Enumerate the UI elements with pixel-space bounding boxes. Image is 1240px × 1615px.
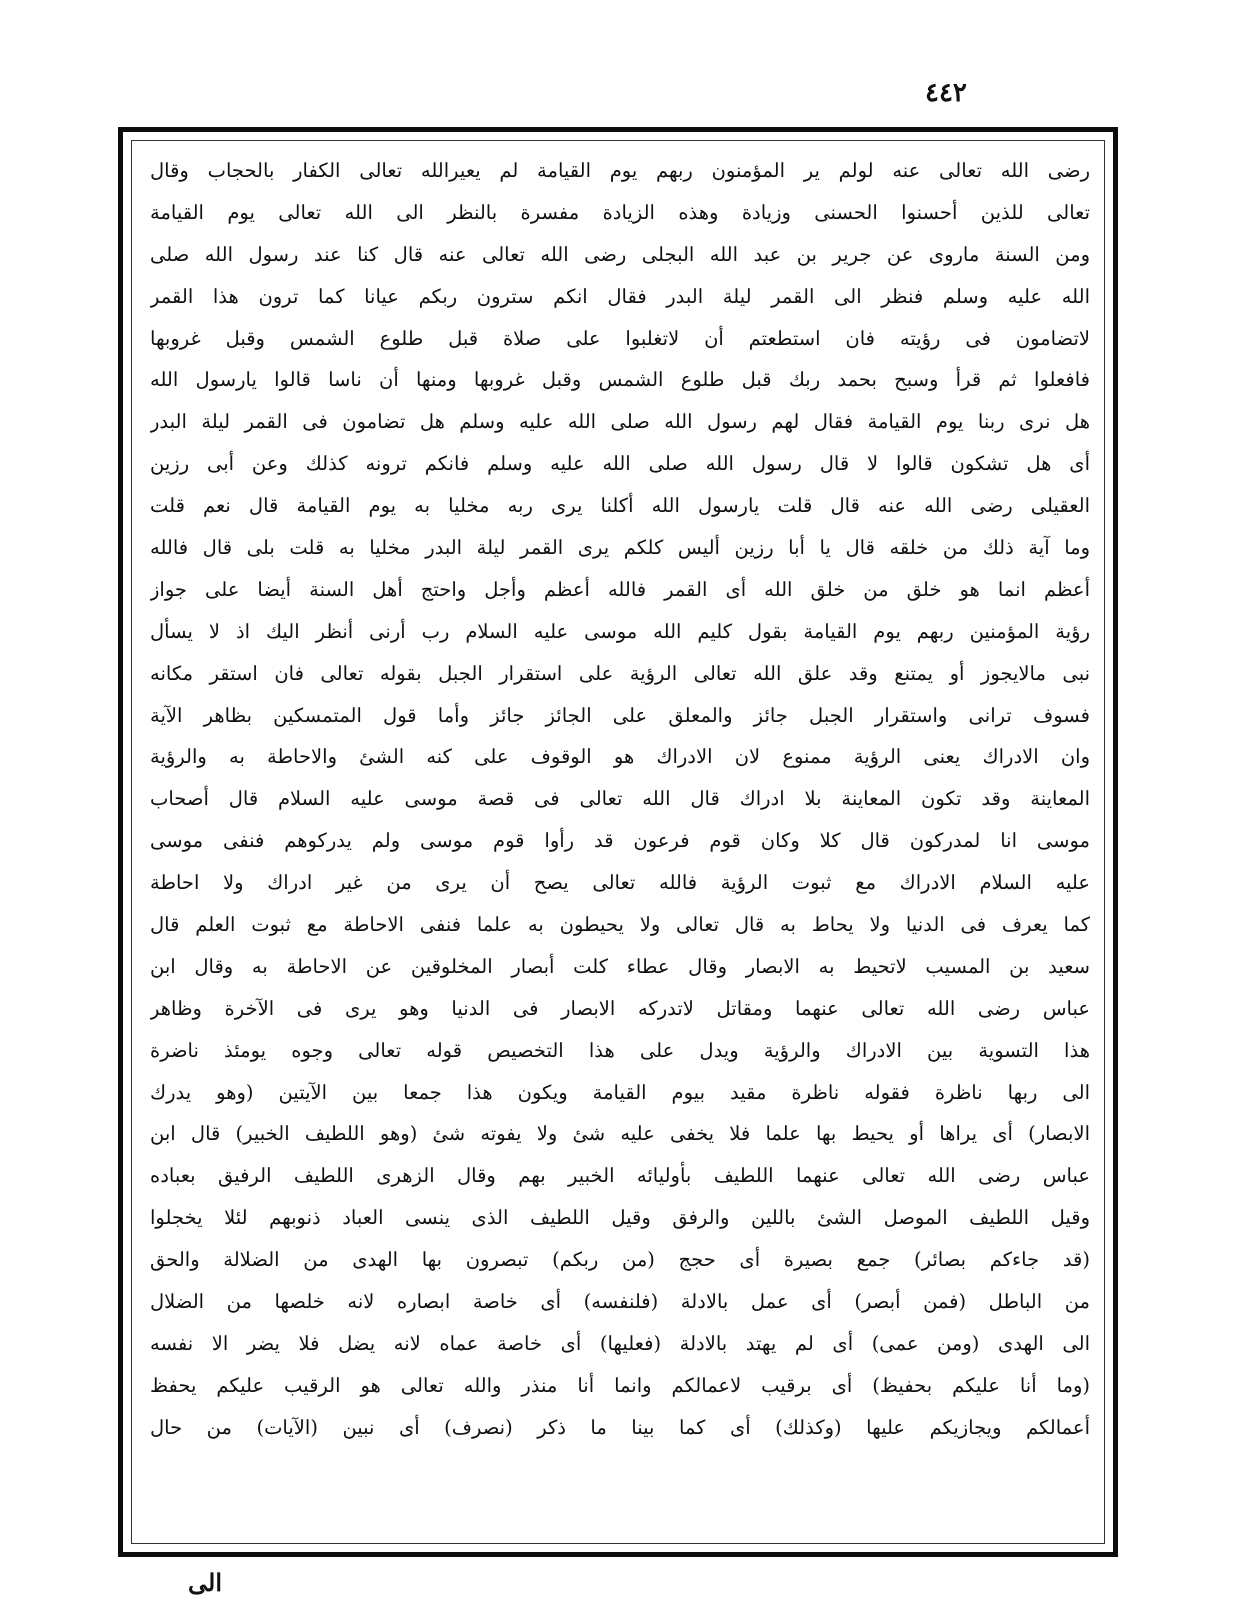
- text-line: فسوف ترانى واستقرار الجبل جائز والمعلق على الجائز جائز وأما قول المتمسكين بظاهر الآية: [150, 703, 1090, 727]
- text-line: رؤية المؤمنين ربهم يوم القيامة بقول كليم الله موسى عليه السلام رب أرنى أنظر اليك اذ لا يسأل: [150, 619, 1090, 643]
- text-line: أى هل تشكون قالوا لا قال رسول الله صلى الله عليه وسلم فانكم ترونه كذلك وعن أبى رزين: [150, 452, 1090, 476]
- text-line: وما آية ذلك من خلقه قال يا أبا رزين أليس كلكم يرى القمر ليلة البدر مخليا به قلت بلى قال فالله: [150, 536, 1090, 560]
- text-line: رضى الله تعالى عنه لولم ير المؤمنون ربهم يوم القيامة لم يعيرالله تعالى الكفار بالحجاب وقال: [150, 159, 1090, 182]
- text-line: الله عليه وسلم فنظر الى القمر ليلة البدر فقال انكم سترون ربكم عيانا كما ترون هذا القمر: [150, 284, 1090, 308]
- text-line: هذا التسوية بين الادراك والرؤية ويدل على هذا التخصيص قوله تعالى وجوه يومئذ ناضرة: [150, 1038, 1090, 1062]
- text-line: الى الهدى (ومن عمى) أى لم يهتد بالادلة (فعليها) أى خاصة عماه لانه يضل فلا يضر الا نفسه: [150, 1331, 1090, 1355]
- text-line: (قد جاءكم بصائر) جمع بصيرة أى حجج (من ربكم) تبصرون بها الهدى من الضلالة والحق: [150, 1248, 1090, 1272]
- text-line: كما يعرف فى الدنيا ولا يحاط به قال تعالى ولا يحيطون به علما فنفى الاحاطة مع ثبوت العلم قال: [150, 913, 1090, 937]
- text-line: الابصار) أى يراها أو يحيط بها علما فلا يخفى عليه شئ ولا يفوته شئ (وهو اللطيف الخبير) قال ابن: [150, 1122, 1090, 1146]
- text-line: لاتضامون فى رؤيته فان استطعتم أن لاتغلبوا على صلاة قبل طلوع الشمس وقبل غروبها: [150, 326, 1090, 350]
- text-line: المعاينة وقد تكون المعاينة بلا ادراك قال الله تعالى فى قصة موسى عليه السلام قال أصحاب: [150, 787, 1090, 811]
- text-line: تعالى للذين أحسنوا الحسنى وزيادة وهذه الزيادة مفسرة بالنظر الى الله تعالى يوم القيامة: [150, 200, 1090, 224]
- text-line: موسى انا لمدركون قال كلا وكان قوم فرعون قد رأوا قوم موسى ولم يدركوهم فنفى موسى: [150, 829, 1090, 853]
- catchword: الى: [188, 1568, 222, 1597]
- text-line: فافعلوا ثم قرأ وسبح بحمد ربك قبل طلوع الشمس وقبل غروبها ومنها أن ناسا قالوا يارسول الله: [150, 368, 1090, 392]
- text-line: وقيل اللطيف الموصل الشئ باللين والرفق وقيل اللطيف الذى ينسى العباد ذنوبهم لئلا يخجلوا: [150, 1206, 1090, 1230]
- page-number: ٤٤٢: [925, 78, 967, 108]
- text-line: (وما أنا عليكم بحفيظ) أى برقيب لاعمالكم وانما أنا منذر والله تعالى هو الرقيب عليكم يحفظ: [150, 1373, 1090, 1397]
- text-line: من الباطل (فمن أبصر) أى عمل بالادلة (فلنفسه) أى خاصة ابصاره لانه خلصها من الضلال: [150, 1290, 1090, 1314]
- text-line: أعمالكم ويجازيكم عليها (وكذلك) أى كما بينا ما ذكر (نصرف) أى نبين (الآيات) من حال: [150, 1415, 1090, 1439]
- text-line: الى ربها ناظرة فقوله ناظرة مقيد بيوم القيامة ويكون هذا جمعا بين الآيتين (وهو يدرك: [150, 1080, 1090, 1104]
- text-line: نبى مالايجوز أو يمتنع وقد علق الله تعالى الرؤية على استقرار الجبل بقوله تعالى فان استقر مكانه: [150, 661, 1090, 685]
- text-line: وان الادراك يعنى الرؤية ممنوع لان الادراك هو الوقوف على كنه الشئ والاحاطة به والرؤية: [150, 745, 1090, 769]
- text-line: هل نرى ربنا يوم القيامة فقال لهم رسول الله صلى الله عليه وسلم هل تضامون فى القمر ليلة البدر: [150, 410, 1090, 434]
- text-line: عباس رضى الله تعالى عنهما اللطيف بأوليائه الخبير بهم وقال الزهرى اللطيف الرفيق بعباده: [150, 1164, 1090, 1188]
- text-line: عباس رضى الله تعالى عنهما ومقاتل لاتدركه الابصار فى الدنيا وهو يرى فى الآخرة وظاهر: [150, 996, 1090, 1020]
- text-line: سعيد بن المسيب لاتحيط به الابصار وقال عطاء كلت أبصار المخلوقين عن الاحاطة به وقال ابن: [150, 954, 1090, 978]
- text-line: ومن السنة ماروى عن جرير بن عبد الله البجلى رضى الله تعالى عنه قال كنا عند رسول الله صلى: [150, 242, 1090, 266]
- body-text: [150, 150, 1090, 1535]
- text-line: عليه السلام الادراك مع ثبوت الرؤية فالله تعالى يصح أن يرى من غير ادراك ولا احاطة: [150, 871, 1090, 895]
- text-line: العقيلى رضى الله عنه قال قلت يارسول الله أكلنا يرى ربه مخليا به يوم القيامة قال نعم قلت: [150, 494, 1090, 518]
- text-line: أعظم انما هو خلق من خلق الله أى القمر فالله أعظم وأجل واحتج أهل السنة أيضا على جواز: [150, 577, 1090, 601]
